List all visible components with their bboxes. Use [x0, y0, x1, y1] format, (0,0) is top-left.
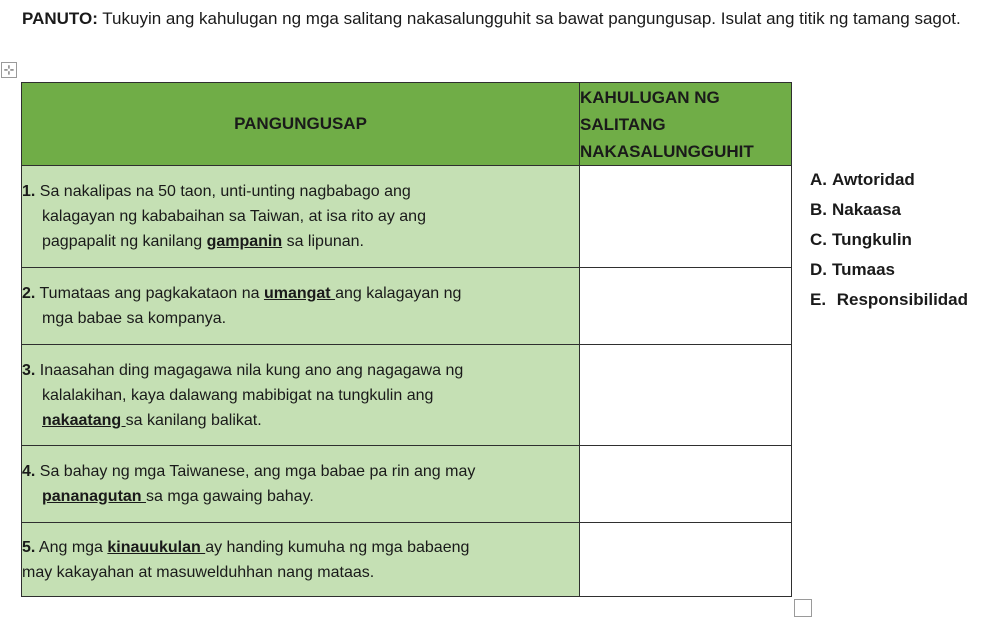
sentence-cell-1 — [22, 166, 580, 268]
answer-cell-3[interactable] — [580, 345, 792, 446]
item-number: 2. — [22, 285, 36, 302]
underlined-word: kinauukulan — [107, 538, 206, 556]
instructions-text: Tukuyin ang kahulugan ng mga salitang nakasalungguhit sa bawat pangungusap. Isulat ang titik ng tamang sagot. — [97, 9, 961, 28]
header-sentence: PANGUNGUSAP — [22, 83, 580, 166]
choice-letter: E. — [810, 290, 827, 309]
choice-word: Tungkulin — [832, 230, 912, 249]
table-header-row — [22, 83, 792, 166]
table-row — [22, 446, 792, 523]
choice-item — [810, 195, 968, 225]
underlined-word: pananagutan — [42, 488, 147, 505]
underlined-word: nakaatang — [42, 411, 126, 429]
choice-letter: C. — [810, 230, 827, 249]
sentence-text: Inaasahan ding magagawa nila kung ano ang nagagawa ng — [35, 361, 464, 379]
table-move-handle-icon[interactable]: ⊹ — [1, 62, 17, 78]
underlined-word: umangat — [263, 285, 336, 302]
header-meaning-line2: SALITANG — [580, 114, 666, 134]
choice-item — [810, 285, 968, 315]
table-row — [22, 523, 792, 597]
sentence-cell-2 — [22, 268, 580, 345]
answer-choices-list — [810, 165, 968, 315]
item-number: 5. — [22, 538, 36, 556]
sentence-text: kalagayan ng kababaihan sa Taiwan, at isa rito ay ang — [42, 208, 426, 225]
answer-cell-5[interactable] — [580, 523, 792, 597]
table-row — [22, 166, 792, 268]
sentence-text: sa mga gawaing bahay. — [146, 488, 314, 505]
header-meaning — [580, 83, 792, 166]
instructions-label: PANUTO: — [22, 9, 98, 28]
header-meaning-line3: NAKASALUNGGUHIT — [580, 141, 754, 161]
worksheet-table — [21, 82, 792, 597]
sentence-text: may kakayahan at masuwelduhhan nang mataas. — [22, 563, 375, 581]
instructions — [22, 4, 992, 33]
choice-letter: A. — [810, 170, 827, 189]
answer-cell-4[interactable] — [580, 446, 792, 523]
sentence-text: pagpapalit ng kanilang — [42, 233, 207, 250]
item-number: 3. — [22, 361, 36, 379]
sentence-text: Sa bahay ng mga Taiwanese, ang mga babae pa rin ang may — [35, 463, 476, 480]
sentence-text: sa kanilang balikat. — [125, 411, 262, 429]
sentence-cell-3 — [22, 345, 580, 446]
choice-item — [810, 255, 968, 285]
sentence-text: Sa nakalipas na 50 taon, unti-unting nagbabago ang — [35, 183, 411, 200]
answer-cell-2[interactable] — [580, 268, 792, 345]
item-number: 4. — [22, 463, 36, 480]
sentence-cell-4 — [22, 446, 580, 523]
table-row — [22, 268, 792, 345]
sentence-text: ang kalagayan ng — [335, 285, 462, 302]
sentence-text: kalalakihan, kaya dalawang mabibigat na tungkulin ang — [42, 386, 434, 404]
choice-letter: B. — [810, 200, 827, 219]
sentence-text: ay handing kumuha ng mga babaeng — [205, 538, 470, 556]
table-row — [22, 345, 792, 446]
choice-word: Nakaasa — [832, 200, 902, 219]
table-resize-handle[interactable] — [794, 599, 812, 617]
choice-word: Awtoridad — [832, 170, 915, 189]
item-number: 1. — [22, 183, 36, 200]
underlined-word: gampanin — [206, 233, 283, 250]
choice-item — [810, 165, 968, 195]
sentence-text: mga babae sa kompanya. — [42, 310, 227, 327]
sentence-text: Ang mga — [35, 538, 108, 556]
choice-word: Tumaas — [832, 260, 895, 279]
choice-letter: D. — [810, 260, 827, 279]
header-meaning-line1: KAHULUGAN NG — [580, 87, 720, 107]
sentence-cell-5 — [22, 523, 580, 597]
choice-item — [810, 225, 968, 255]
sentence-text: sa lipunan. — [282, 233, 364, 250]
sentence-text: Tumataas ang pagkakataon na — [35, 285, 264, 302]
choice-word: Responsibilidad — [832, 290, 969, 309]
answer-cell-1[interactable] — [580, 166, 792, 268]
